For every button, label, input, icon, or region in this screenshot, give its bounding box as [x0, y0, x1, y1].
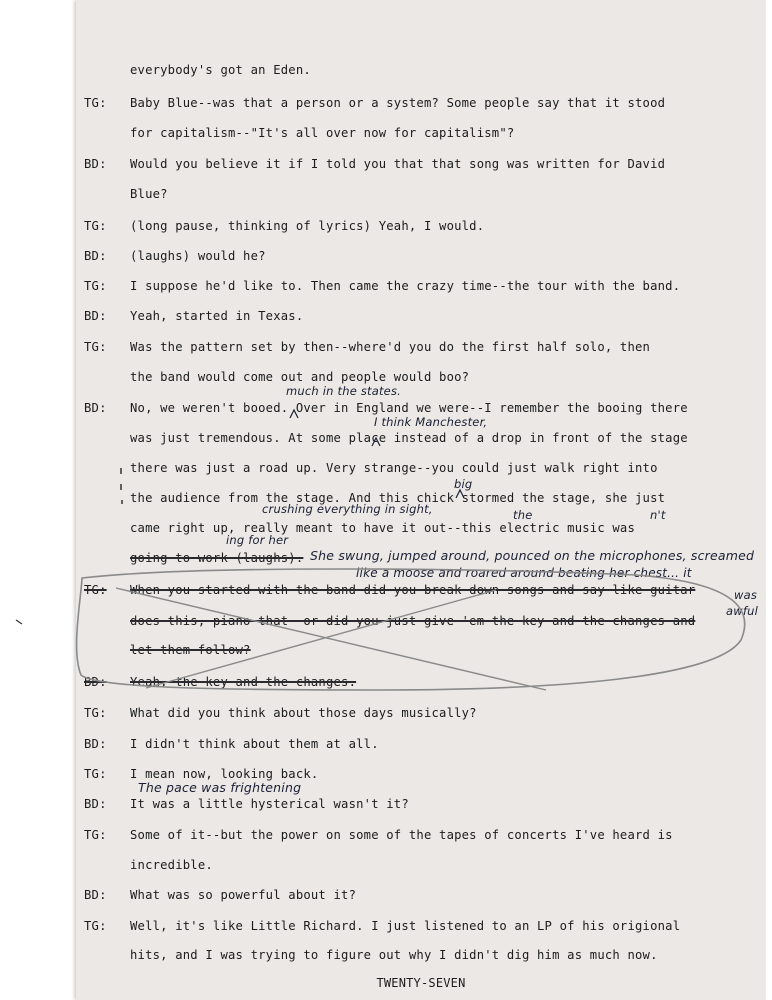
line-23: I didn't think about them at all. — [130, 737, 379, 751]
line-19: does this, piano that--or did you just give 'em the key and the changes and — [130, 614, 696, 628]
margin-tick — [121, 468, 122, 504]
handwritten-note: awful — [726, 604, 758, 618]
line-10: Was the pattern set by then--where'd you do the first half solo, then — [130, 340, 651, 354]
speaker-label: TG: — [84, 706, 107, 720]
speaker-label: TG: — [84, 340, 107, 354]
speaker-label: BD: — [84, 157, 107, 171]
line-18: When you started with the band did you break down songs and say like guitar — [130, 583, 696, 597]
handwritten-note: much in the states. — [286, 384, 402, 398]
line-3: for capitalism--"It's all over now for capitalism"? — [130, 126, 515, 140]
handwritten-note: I think Manchester, — [374, 415, 488, 429]
speaker-label: BD: — [84, 249, 107, 263]
speaker-label: TG: — [84, 583, 107, 597]
speaker-label: BD: — [84, 737, 107, 751]
speaker-label: TG: — [84, 828, 107, 842]
line-29: Well, it's like Little Richard. I just listened to an LP of his origional — [130, 919, 681, 933]
margin-tick — [16, 620, 22, 624]
handwritten-note: like a moose and roared around beating her chest... it — [356, 566, 692, 580]
handwritten-note: n't — [650, 508, 666, 522]
typed-page — [76, 0, 766, 1000]
line-11: the band would come out and people would boo? — [130, 370, 470, 384]
caret-mark — [290, 410, 298, 418]
circle-scribble — [77, 569, 745, 690]
line-5: Blue? — [130, 187, 168, 201]
line-27: incredible. — [130, 858, 213, 872]
line-24: I mean now, looking back. — [130, 767, 319, 781]
line-28: What was so powerful about it? — [130, 888, 357, 902]
line-14: there was just a road up. Very strange--you could just walk right into — [130, 461, 658, 475]
line-6: (long pause, thinking of lyrics) Yeah, I would. — [130, 219, 485, 233]
line-7: (laughs) would he? — [130, 249, 266, 263]
cross-line — [146, 590, 496, 688]
handwritten-note: the — [513, 508, 533, 522]
line-26: Some of it--but the power on some of the tapes of concerts I've heard is — [130, 828, 673, 842]
line-15: the audience from the stage. And this chick stormed the stage, she just — [130, 491, 666, 505]
line-4: Would you believe it if I told you that that song was written for David — [130, 157, 666, 171]
handwritten-note: big — [454, 477, 473, 491]
page-footer: TWENTY-SEVEN — [376, 976, 466, 990]
caret-mark — [456, 490, 464, 498]
line-2: Baby Blue--was that a person or a system? Some people say that it stood — [130, 96, 666, 110]
caret-mark — [372, 438, 380, 446]
speaker-label: BD: — [84, 309, 107, 323]
line-8: I suppose he'd like to. Then came the crazy time--the tour with the band. — [130, 279, 681, 293]
speaker-label: TG: — [84, 767, 107, 781]
line-16: came right up, really meant to have it out--this electric music was — [130, 521, 636, 535]
line-12: No, we weren't booed. Over in England we were--I remember the booing there — [130, 401, 688, 415]
speaker-label: BD: — [84, 888, 107, 902]
line-30: hits, and I was trying to figure out why I didn't dig him as much now. — [130, 948, 658, 962]
line-22: What did you think about those days musically? — [130, 706, 477, 720]
line-9: Yeah, started in Texas. — [130, 309, 304, 323]
pen-marks — [76, 0, 766, 1000]
line-13: was just tremendous. At some place instead of a drop in front of the stage — [130, 431, 688, 445]
speaker-label: TG: — [84, 96, 107, 110]
line-21: Yeah, the key and the changes. — [130, 675, 357, 689]
line-25: It was a little hysterical wasn't it? — [130, 797, 409, 811]
speaker-label: TG: — [84, 919, 107, 933]
speaker-label: BD: — [84, 797, 107, 811]
line-17: going to work (laughs). — [130, 551, 304, 565]
handwritten-note: She swung, jumped around, pounced on the microphones, screamed — [310, 548, 755, 563]
speaker-label: BD: — [84, 401, 107, 415]
line-1: everybody's got an Eden. — [130, 63, 311, 77]
handwritten-note: crushing everything in sight, — [262, 502, 433, 516]
line-20: let them follow? — [130, 643, 251, 657]
handwritten-note: ing for her — [226, 533, 289, 547]
speaker-label: TG: — [84, 219, 107, 233]
handwritten-note: was — [734, 588, 758, 602]
cross-line — [116, 588, 546, 690]
handwritten-note: The pace was frightening — [138, 780, 302, 795]
speaker-label: BD: — [84, 675, 107, 689]
speaker-label: TG: — [84, 279, 107, 293]
